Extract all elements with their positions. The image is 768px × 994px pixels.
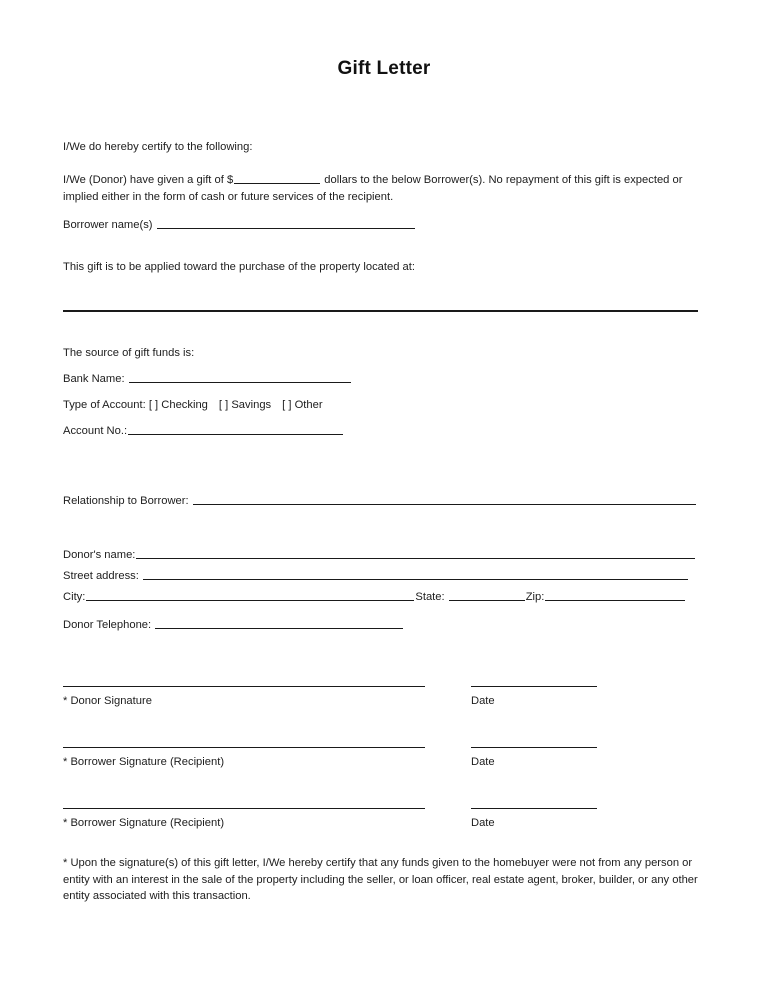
property-purpose-line: This gift is to be applied toward the purchase of the property located at: bbox=[63, 261, 415, 273]
donor-date-label: Date bbox=[471, 695, 495, 707]
donor-date-line[interactable] bbox=[471, 686, 597, 687]
donor-telephone-label: Donor Telephone: bbox=[63, 619, 152, 631]
gift-sentence-part1: I/We (Donor) have given a gift of $ bbox=[63, 174, 234, 186]
certify-line: I/We do hereby certify to the following: bbox=[63, 141, 253, 153]
donor-name-label: Donor's name: bbox=[63, 549, 136, 561]
account-number-field bbox=[63, 423, 344, 440]
borrower-names-field bbox=[63, 217, 416, 234]
donor-street-blank[interactable] bbox=[143, 568, 688, 580]
donor-state-blank[interactable] bbox=[449, 589, 525, 601]
donor-zip-blank[interactable] bbox=[545, 589, 685, 601]
checkbox-checking-label: Checking bbox=[161, 399, 208, 411]
checkbox-other-label: Other bbox=[294, 399, 323, 411]
account-number-blank[interactable] bbox=[128, 423, 343, 435]
checkbox-savings-label: Savings bbox=[231, 399, 272, 411]
bank-name-blank[interactable] bbox=[129, 371, 351, 383]
checkbox-checking[interactable]: [ ] bbox=[148, 399, 159, 411]
donor-city-label: City: bbox=[63, 591, 86, 603]
borrower-date-line-1[interactable] bbox=[471, 747, 597, 748]
borrower-signature-label-2: * Borrower Signature (Recipient) bbox=[63, 817, 225, 829]
donor-street-label: Street address: bbox=[63, 570, 139, 582]
account-type-label: Type of Account: bbox=[63, 399, 146, 411]
footnote-text: * Upon the signature(s) of this gift letter, I/We hereby certify that any funds given to the homebuyer were not from any person or entity with an interest in the sale of the property including the seller, or loan officer, real estate agent, broker, builder, or any other entity associated with this transaction. bbox=[63, 857, 698, 902]
relationship-field bbox=[63, 493, 697, 510]
borrower-names-blank[interactable] bbox=[157, 217, 415, 229]
borrower-date-label-2: Date bbox=[471, 817, 495, 829]
gift-sentence-part2: dollars to the below Borrower(s). No repayment of this gift is expected or implied either in the form of cash or future services of the recipient. bbox=[63, 174, 686, 203]
borrower-date-label-1: Date bbox=[471, 756, 495, 768]
bank-name-label: Bank Name: bbox=[63, 373, 125, 385]
donor-telephone-blank[interactable] bbox=[155, 617, 403, 629]
gift-amount-sentence bbox=[63, 172, 703, 205]
checkbox-savings[interactable]: [ ] bbox=[218, 399, 229, 411]
donor-zip-label: Zip: bbox=[525, 591, 545, 603]
donor-street-field bbox=[63, 568, 689, 585]
donor-state-label: State: bbox=[415, 591, 445, 603]
relationship-blank[interactable] bbox=[193, 493, 696, 505]
donor-name-field bbox=[63, 547, 696, 564]
borrower-signature-line-1[interactable] bbox=[63, 747, 425, 748]
page-title: Gift Letter bbox=[337, 58, 431, 79]
donor-city-blank[interactable] bbox=[86, 589, 414, 601]
property-address-blank[interactable] bbox=[63, 310, 698, 312]
checkbox-other[interactable]: [ ] bbox=[282, 399, 292, 411]
borrower-date-line-2[interactable] bbox=[471, 808, 597, 809]
account-type-row bbox=[63, 397, 323, 414]
borrower-signature-line-2[interactable] bbox=[63, 808, 425, 809]
gift-amount-blank[interactable] bbox=[234, 172, 320, 184]
donor-telephone-field bbox=[63, 617, 404, 634]
account-number-label: Account No.: bbox=[63, 425, 128, 437]
borrower-signature-label-1: * Borrower Signature (Recipient) bbox=[63, 756, 225, 768]
borrower-names-label: Borrower name(s) bbox=[63, 219, 153, 231]
donor-signature-label: * Donor Signature bbox=[63, 695, 152, 707]
donor-signature-line[interactable] bbox=[63, 686, 425, 687]
bank-name-field bbox=[63, 371, 352, 388]
gift-funds-heading: The source of gift funds is: bbox=[63, 347, 195, 359]
relationship-label: Relationship to Borrower: bbox=[63, 495, 189, 507]
donor-name-blank[interactable] bbox=[136, 547, 695, 559]
donor-city-state-zip-row bbox=[63, 589, 686, 606]
